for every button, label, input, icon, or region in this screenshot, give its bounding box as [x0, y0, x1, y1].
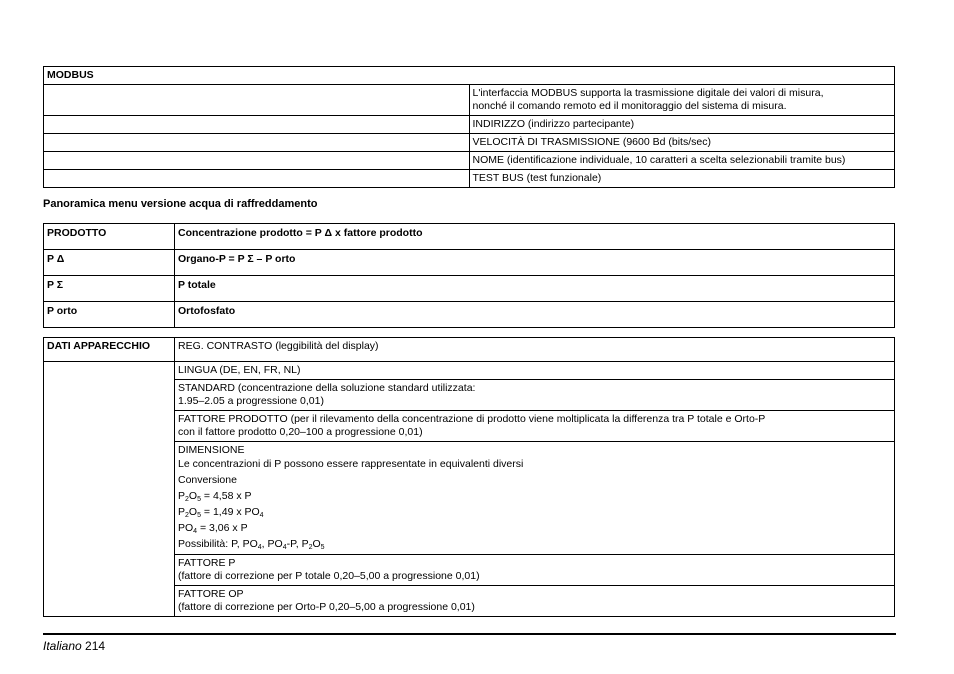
modbus-header: MODBUS: [44, 67, 895, 85]
table-row: [44, 152, 895, 170]
table-row: [44, 224, 895, 250]
menu-key: P Σ: [44, 276, 175, 302]
menu-key: P Δ: [44, 250, 175, 276]
dimension-options: Possibilità: P, $PO_4$, $PO_4-P$, $P_2O_5$: [178, 538, 325, 551]
factor-op-setting: FATTORE OP (fattore di correzione per Orto-P 0,20–5,00 a progressione 0,01): [175, 586, 895, 617]
product-factor-setting: FATTORE PRODOTTO (per il rilevamento della concentrazione di prodotto viene moltiplicata la differenza tra P totale e Orto-P con il fattore prodotto 0,20–100 a progressione 0,01): [175, 411, 895, 442]
device-data-table: [43, 337, 895, 617]
modbus-baudrate: VELOCITÀ DI TRASMISSIONE (9600 Bd (bits/sec): [469, 134, 895, 152]
menu-value: Organo-P = P Σ – P orto: [175, 250, 895, 276]
modbus-test-bus: TEST BUS (test funzionale): [469, 170, 895, 188]
table-row: [44, 302, 895, 328]
modbus-address: INDIRIZZO (indirizzo partecipante): [469, 116, 895, 134]
footer-divider: [43, 633, 896, 635]
table-row: [44, 276, 895, 302]
menu-key: PRODOTTO: [44, 224, 175, 250]
menu-overview-table: [43, 223, 895, 328]
standard-setting: STANDARD (concentrazione della soluzione standard utilizzata: 1.95–2.05 a progressione 0,01): [175, 380, 895, 411]
page-number: 214: [85, 639, 106, 653]
table-row: [44, 85, 895, 116]
contrast-setting: REG. CONTRASTO (leggibilità del display): [175, 338, 895, 362]
page-footer: [43, 639, 105, 653]
menu-value: Concentrazione prodotto = P Δ x fattore prodotto: [175, 224, 895, 250]
table-row: [44, 338, 895, 362]
table-row: [44, 170, 895, 188]
modbus-table: [43, 66, 895, 188]
table-row: [44, 116, 895, 134]
conversion-p2o5-p: $P_2O_5 = 4,58$ x P: [178, 490, 252, 503]
table-row: [44, 134, 895, 152]
dimension-setting: DIMENSIONE Le concentrazioni di P possono essere rappresentate in equivalenti diversi Conversione $P_2O_5 = 4,58$ x P $P_2O_5 = 1,49$ x $PO_4$ $PO_4 = 3,06$ x P Possibilità: P, $PO_4$, $PO_4-P$, $P_2O_5$: [175, 442, 895, 555]
conversion-p2o5-po4: $P_2O_5 = 1,49$ x $PO_4$: [178, 506, 264, 519]
section-heading: Panoramica menu versione acqua di raffreddamento: [43, 198, 318, 210]
language-setting: LINGUA (DE, EN, FR, NL): [175, 362, 895, 380]
footer-language: Italiano: [43, 639, 82, 653]
menu-value: P totale: [175, 276, 895, 302]
table-row: [44, 362, 895, 380]
conversion-po4-p: $PO_4 = 3,06$ x P: [178, 522, 248, 535]
menu-value: Ortofosfato: [175, 302, 895, 328]
factor-p-setting: FATTORE P (fattore di correzione per P totale 0,20–5,00 a progressione 0,01): [175, 555, 895, 586]
modbus-description: L'interfaccia MODBUS supporta la trasmissione digitale dei valori di misura, nonché il comando remoto ed il monitoraggio del sistema di misura.: [469, 85, 895, 116]
table-row: [44, 250, 895, 276]
menu-key: P orto: [44, 302, 175, 328]
device-header: DATI APPARECCHIO: [44, 338, 175, 362]
modbus-name: NOME (identificazione individuale, 10 caratteri a scelta selezionabili tramite bus): [469, 152, 895, 170]
